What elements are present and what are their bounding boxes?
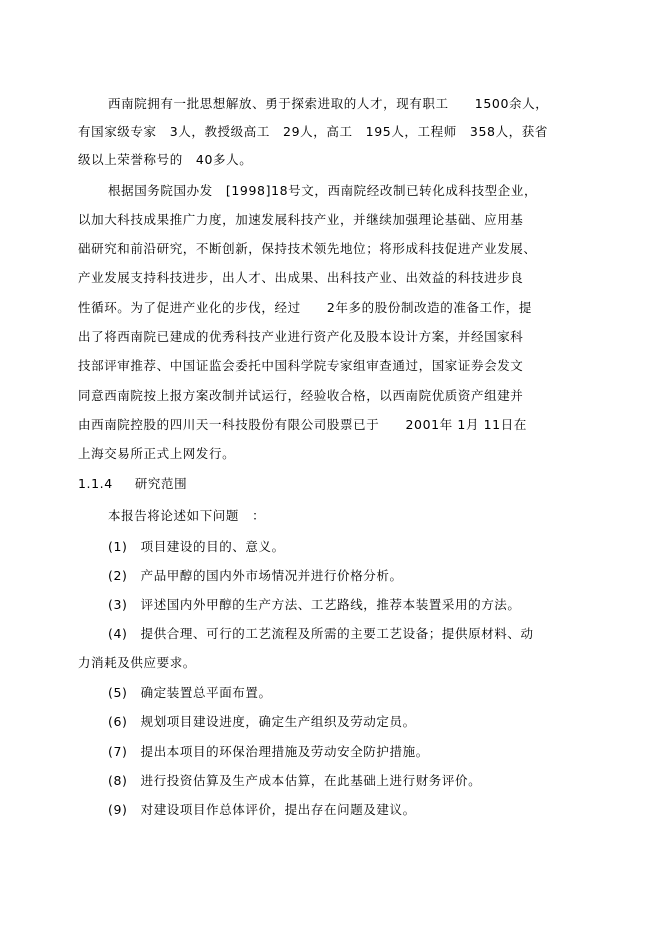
list-item-2: (2) 产品甲醇的国内外市场情况并进行价格分析。 xyxy=(108,568,403,583)
list-item-5: (5) 确定装置总平面布置。 xyxy=(108,685,272,700)
list-item-8: (8) 进行投资估算及生产成本估算，在此基础上进行财务评价。 xyxy=(108,773,482,788)
list-item-7: (7) 提出本项目的环保治理措施及劳动安全防护措施。 xyxy=(108,744,429,759)
list-item-4-cont: 力消耗及供应要求。 xyxy=(78,655,196,670)
list-item-1: (1) 项目建设的目的、意义。 xyxy=(108,539,285,554)
list-item-9: (9) 对建设项目作总体评价，提出存在问题及建议。 xyxy=(108,802,416,817)
paragraph2-line-5: 性循环。为了促进产业化的步伐，经过 2年多的股份制改造的准备工作，提 xyxy=(78,300,532,315)
section-title: 研究范围 xyxy=(134,476,188,491)
paragraph2-line-7: 技部评审推荐、中国证监会委托中国科学院专家组审查通过，国家证券会发文 xyxy=(78,358,524,373)
section-number: 1.1.4 xyxy=(78,476,113,491)
paragraph2-line-3: 础研究和前沿研究，不断创新，保持技术领先地位；将形成科技促进产业发展、 xyxy=(78,241,537,256)
list-item-6: (6) 规划项目建设进度，确定生产组织及劳动定员。 xyxy=(108,714,416,729)
list-item-3: (3) 评述国内外甲醇的生产方法、工艺路线，推荐本装置采用的方法。 xyxy=(108,597,521,612)
paragraph2-line-4: 产业发展支持科技进步，出人才、出成果、出科技产业、出效益的科技进步良 xyxy=(78,270,524,285)
intro-text: 本报告将论述如下问题 ： xyxy=(108,508,266,523)
paragraph2-line-9: 由西南院控股的四川天一科技股份有限公司股票已于 2001年 1月 11日在 xyxy=(78,417,527,432)
paragraph2-line-1: 根据国务院国办发 [1998]18号文，西南院经改制已转化成科技型企业， xyxy=(108,183,538,198)
section-heading xyxy=(78,476,187,492)
paragraph2-line-6: 出了将西南院已建成的优秀科技产业进行资产化及股本设计方案，并经国家科 xyxy=(78,329,524,344)
paragraph2-line-10: 上海交易所正式上网发行。 xyxy=(78,446,236,461)
paragraph1-line-2: 有国家级专家 3人，教授级高工 29人，高工 195人，工程师 358人，获省 xyxy=(78,124,548,139)
paragraph2-line-8: 同意西南院按上报方案改制并试运行，经验收合格，以西南院优质资产组建并 xyxy=(78,388,524,403)
paragraph2-line-2: 以加大科技成果推广力度，加速发展科技产业，并继续加强理论基础、应用基 xyxy=(78,212,524,227)
paragraph1-line-1: 西南院拥有一批思想解放、勇于探索进取的人才，现有职工 1500余人， xyxy=(108,96,549,111)
list-item-4: (4) 提供合理、可行的工艺流程及所需的主要工艺设备；提供原材料、动 xyxy=(108,626,534,641)
paragraph1-line-3: 级以上荣誉称号的 40多人。 xyxy=(78,152,253,167)
